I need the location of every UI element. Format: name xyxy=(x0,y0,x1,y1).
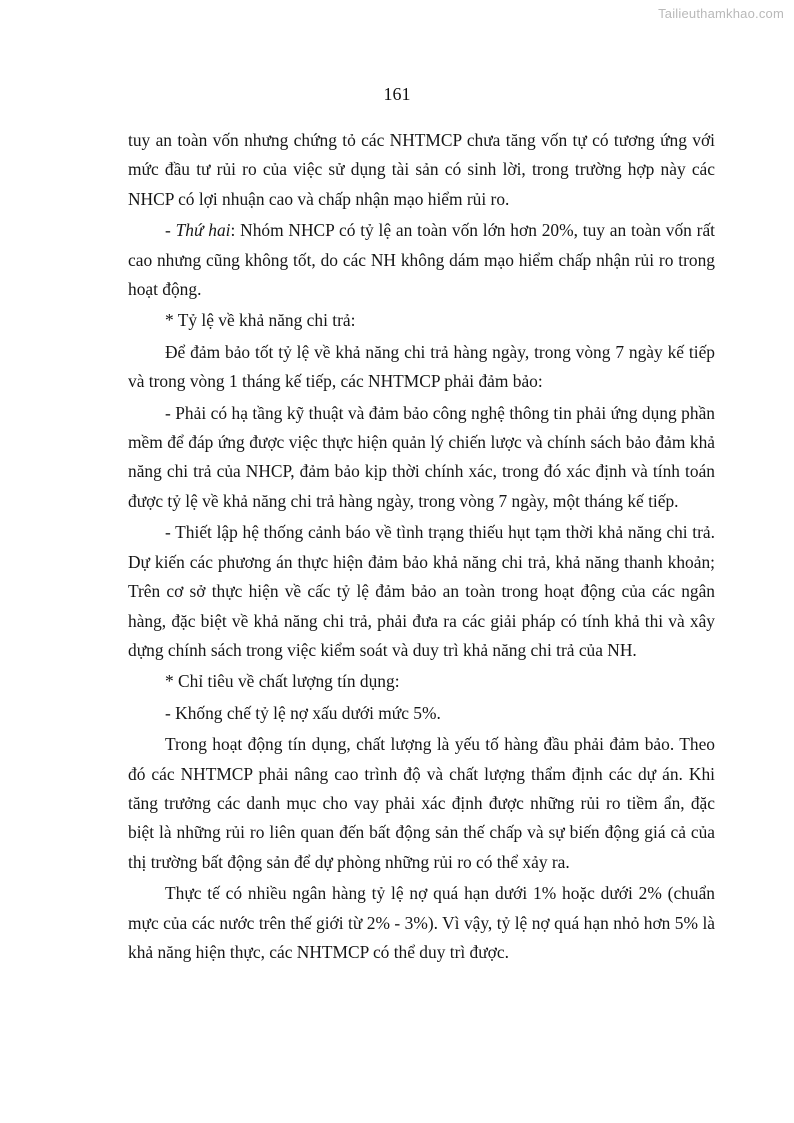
paragraph-infrastructure: - Phải có hạ tầng kỹ thuật và đảm bảo công nghệ thông tin phải ứng dụng phần mềm để đáp ứng được việc thực hiện quản lý chiến lược và chính sách bảo đảm khả năng chi trả của NHCP, đảm bảo kịp thời chính xác, trong đó xác định và tính toán được tỷ lệ về khả năng chi trả hàng ngày, trong vòng 7 ngày, một tháng kế tiếp. xyxy=(128,402,715,511)
heading-liquidity-ratio: * Tỷ lệ về khả năng chi trả: xyxy=(165,310,356,331)
watermark: Tailieuthamkhao.com xyxy=(658,6,784,21)
heading-credit-quality: * Chỉ tiêu về chất lượng tín dụng: xyxy=(165,671,400,692)
emphasis-thu-hai: Thứ hai xyxy=(175,220,231,241)
body-text xyxy=(128,126,715,967)
dash-prefix: - xyxy=(165,220,176,241)
paragraph-warning-system: - Thiết lập hệ thống cảnh báo về tình trạng thiếu hụt tạm thời khả năng chi trả. Dự kiến các phương án thực hiện đảm bảo khả năng chi trả, khả năng thanh khoản; Trên cơ sở thực hiện về cấc tỷ lệ đảm bảo an toàn trong hoạt động của các ngân hàng, đặc biệt về khả năng chi trả, phải đưa ra các giải pháp có tính khả thi và xây dựng chính sách trong việc kiểm soát và duy trì khả năng chi trả của NH. xyxy=(128,522,715,660)
paragraph-overdue-debt: Thực tế có nhiều ngân hàng tỷ lệ nợ quá hạn dưới 1% hoặc dưới 2% (chuẩn mực của các nước trên thế giới từ 2% - 3%). Vì vậy, tỷ lệ nợ quá hạn nhỏ hơn 5% là khả năng hiện thực, các NHTMCP có thể duy trì được. xyxy=(128,883,715,962)
paragraph-liquidity-intro: Để đảm bảo tốt tỷ lệ về khả năng chi trả hàng ngày, trong vòng 7 ngày kế tiếp và trong vòng 1 tháng kế tiếp, các NHTMCP phải đảm bảo: xyxy=(128,341,715,392)
paragraph-continuation: tuy an toàn vốn nhưng chứng tỏ các NHTMCP chưa tăng vốn tự có tương ứng với mức đầu tư rủi ro của việc sử dụng tài sản có sinh lời, trong trường hợp này các NHCP có lợi nhuận cao và chấp nhận mạo hiểm rủi ro. xyxy=(128,130,715,209)
paragraph-bad-debt-limit: - Khống chế tỷ lệ nợ xấu dưới mức 5%. xyxy=(165,702,441,723)
page-number: 161 xyxy=(383,84,411,104)
paragraph-credit-activity: Trong hoạt động tín dụng, chất lượng là yếu tố hàng đầu phải đảm bảo. Theo đó các NHTMCP phải nâng cao trình độ và chất lượng thẩm định các dự án. Khi tăng trưởng các danh mục cho vay phải xác định được những rủi ro tiềm ẩn, đặc biệt là những rủi ro liên quan đến bất động sản thế chấp và sự biến động giá cả của thị trường bất động sản để dự phòng những rủi ro có thể xảy ra. xyxy=(128,734,715,872)
paragraph-second-point-rest: : Nhóm NHCP có tỷ lệ an toàn vốn lớn hơn 20%, tuy an toàn vốn rất cao nhưng cũng không tốt, do các NH không dám mạo hiểm chấp nhận rủi ro trong hoạt động. xyxy=(128,220,715,300)
paragraph-second-point xyxy=(128,216,715,304)
